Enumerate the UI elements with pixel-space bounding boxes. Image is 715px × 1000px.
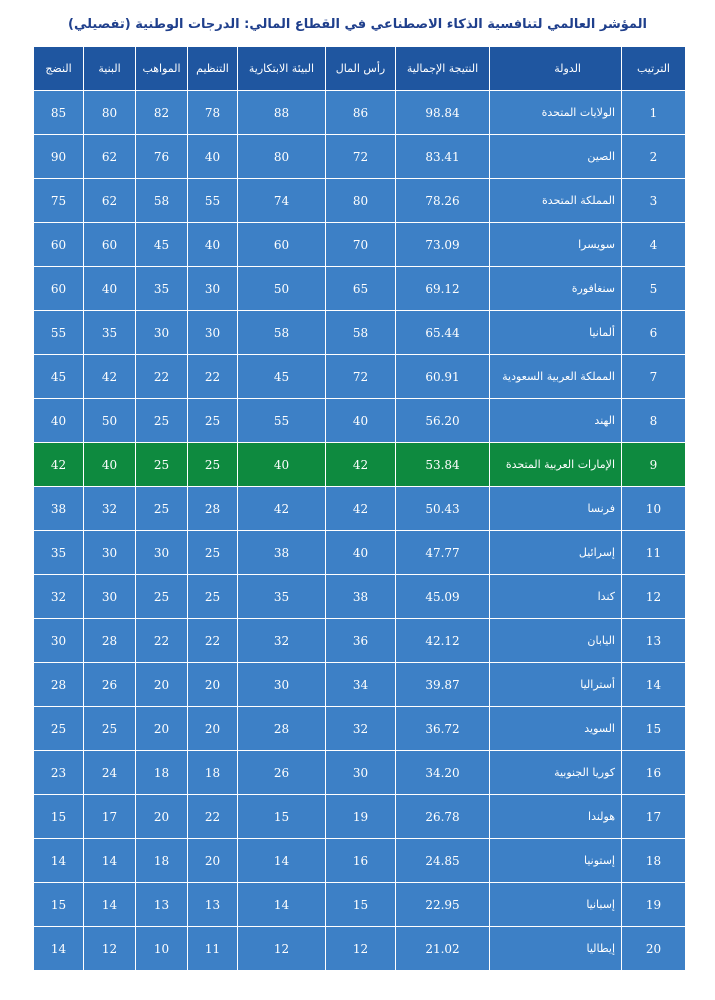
header-innovation: البيئة الابتكارية <box>238 47 326 91</box>
header-talent: المواهب <box>136 47 188 91</box>
cell-capital: 36 <box>326 619 396 663</box>
cell-regulation: 30 <box>188 311 238 355</box>
cell-rank: 18 <box>622 839 686 883</box>
cell-maturity: 60 <box>34 223 84 267</box>
cell-capital: 58 <box>326 311 396 355</box>
cell-rank: 13 <box>622 619 686 663</box>
cell-regulation: 25 <box>188 443 238 487</box>
cell-infrastructure: 26 <box>84 663 136 707</box>
header-maturity: النضج <box>34 47 84 91</box>
cell-talent: 22 <box>136 355 188 399</box>
table-row <box>34 91 686 135</box>
cell-rank: 19 <box>622 883 686 927</box>
cell-talent: 25 <box>136 575 188 619</box>
cell-rank: 2 <box>622 135 686 179</box>
cell-rank: 16 <box>622 751 686 795</box>
cell-talent: 82 <box>136 91 188 135</box>
cell-innovation: 58 <box>238 311 326 355</box>
cell-capital: 65 <box>326 267 396 311</box>
cell-rank: 14 <box>622 663 686 707</box>
cell-maturity: 42 <box>34 443 84 487</box>
cell-regulation: 11 <box>188 927 238 971</box>
table-row <box>34 575 686 619</box>
cell-innovation: 40 <box>238 443 326 487</box>
cell-innovation: 14 <box>238 883 326 927</box>
cell-capital: 19 <box>326 795 396 839</box>
cell-infrastructure: 25 <box>84 707 136 751</box>
cell-infrastructure: 32 <box>84 487 136 531</box>
cell-country: السويد <box>490 707 622 751</box>
cell-talent: 20 <box>136 663 188 707</box>
cell-innovation: 30 <box>238 663 326 707</box>
cell-talent: 25 <box>136 487 188 531</box>
cell-rank: 20 <box>622 927 686 971</box>
cell-regulation: 28 <box>188 487 238 531</box>
cell-country: اليابان <box>490 619 622 663</box>
table-row <box>34 531 686 575</box>
cell-infrastructure: 12 <box>84 927 136 971</box>
cell-total: 45.09 <box>396 575 490 619</box>
cell-innovation: 42 <box>238 487 326 531</box>
cell-maturity: 40 <box>34 399 84 443</box>
cell-rank: 1 <box>622 91 686 135</box>
cell-talent: 10 <box>136 927 188 971</box>
cell-rank: 6 <box>622 311 686 355</box>
cell-infrastructure: 14 <box>84 883 136 927</box>
header-rank: الترتيب <box>622 47 686 91</box>
cell-infrastructure: 28 <box>84 619 136 663</box>
cell-rank: 10 <box>622 487 686 531</box>
cell-innovation: 55 <box>238 399 326 443</box>
cell-maturity: 15 <box>34 883 84 927</box>
cell-capital: 72 <box>326 355 396 399</box>
cell-maturity: 30 <box>34 619 84 663</box>
cell-regulation: 78 <box>188 91 238 135</box>
cell-maturity: 14 <box>34 839 84 883</box>
header-total: النتيجة الإجمالية <box>396 47 490 91</box>
cell-talent: 13 <box>136 883 188 927</box>
cell-country: أستراليا <box>490 663 622 707</box>
cell-maturity: 32 <box>34 575 84 619</box>
cell-total: 26.78 <box>396 795 490 839</box>
cell-talent: 20 <box>136 707 188 751</box>
cell-capital: 30 <box>326 751 396 795</box>
cell-maturity: 45 <box>34 355 84 399</box>
cell-country: إسرائيل <box>490 531 622 575</box>
cell-total: 42.12 <box>396 619 490 663</box>
table-row <box>34 839 686 883</box>
table-header-row <box>34 47 686 91</box>
cell-regulation: 25 <box>188 575 238 619</box>
cell-maturity: 38 <box>34 487 84 531</box>
cell-maturity: 85 <box>34 91 84 135</box>
cell-total: 47.77 <box>396 531 490 575</box>
cell-country: المملكة العربية السعودية <box>490 355 622 399</box>
cell-country: الإمارات العربية المتحدة <box>490 443 622 487</box>
cell-regulation: 22 <box>188 355 238 399</box>
cell-regulation: 18 <box>188 751 238 795</box>
cell-rank: 7 <box>622 355 686 399</box>
cell-total: 69.12 <box>396 267 490 311</box>
cell-regulation: 40 <box>188 223 238 267</box>
cell-total: 22.95 <box>396 883 490 927</box>
cell-total: 83.41 <box>396 135 490 179</box>
cell-infrastructure: 14 <box>84 839 136 883</box>
header-regulation: التنظيم <box>188 47 238 91</box>
cell-innovation: 12 <box>238 927 326 971</box>
cell-infrastructure: 62 <box>84 179 136 223</box>
cell-maturity: 60 <box>34 267 84 311</box>
cell-total: 21.02 <box>396 927 490 971</box>
cell-rank: 9 <box>622 443 686 487</box>
cell-maturity: 35 <box>34 531 84 575</box>
table-row <box>34 399 686 443</box>
cell-total: 65.44 <box>396 311 490 355</box>
cell-country: كوريا الجنوبية <box>490 751 622 795</box>
table-row <box>34 927 686 971</box>
table-row <box>34 487 686 531</box>
cell-regulation: 20 <box>188 707 238 751</box>
cell-capital: 38 <box>326 575 396 619</box>
cell-innovation: 14 <box>238 839 326 883</box>
cell-infrastructure: 17 <box>84 795 136 839</box>
cell-capital: 70 <box>326 223 396 267</box>
cell-talent: 58 <box>136 179 188 223</box>
table-row <box>34 751 686 795</box>
cell-capital: 32 <box>326 707 396 751</box>
cell-maturity: 75 <box>34 179 84 223</box>
cell-rank: 17 <box>622 795 686 839</box>
cell-innovation: 35 <box>238 575 326 619</box>
cell-capital: 40 <box>326 399 396 443</box>
cell-regulation: 25 <box>188 399 238 443</box>
cell-regulation: 22 <box>188 795 238 839</box>
cell-rank: 3 <box>622 179 686 223</box>
cell-total: 98.84 <box>396 91 490 135</box>
cell-capital: 16 <box>326 839 396 883</box>
cell-country: إسبانيا <box>490 883 622 927</box>
header-infrastructure: البنية <box>84 47 136 91</box>
cell-total: 56.20 <box>396 399 490 443</box>
cell-regulation: 30 <box>188 267 238 311</box>
cell-rank: 8 <box>622 399 686 443</box>
cell-innovation: 38 <box>238 531 326 575</box>
cell-country: هولندا <box>490 795 622 839</box>
table-body <box>34 91 686 971</box>
cell-capital: 40 <box>326 531 396 575</box>
cell-total: 50.43 <box>396 487 490 531</box>
cell-talent: 45 <box>136 223 188 267</box>
cell-regulation: 40 <box>188 135 238 179</box>
cell-maturity: 14 <box>34 927 84 971</box>
header-country: الدولة <box>490 47 622 91</box>
cell-total: 78.26 <box>396 179 490 223</box>
cell-total: 39.87 <box>396 663 490 707</box>
cell-infrastructure: 42 <box>84 355 136 399</box>
cell-infrastructure: 30 <box>84 575 136 619</box>
cell-rank: 4 <box>622 223 686 267</box>
cell-maturity: 25 <box>34 707 84 751</box>
cell-infrastructure: 60 <box>84 223 136 267</box>
cell-country: كندا <box>490 575 622 619</box>
cell-capital: 42 <box>326 487 396 531</box>
cell-total: 36.72 <box>396 707 490 751</box>
cell-innovation: 15 <box>238 795 326 839</box>
table-row <box>34 619 686 663</box>
cell-talent: 35 <box>136 267 188 311</box>
cell-country: الصين <box>490 135 622 179</box>
cell-capital: 12 <box>326 927 396 971</box>
cell-talent: 18 <box>136 751 188 795</box>
cell-maturity: 28 <box>34 663 84 707</box>
cell-country: الهند <box>490 399 622 443</box>
table-row <box>34 707 686 751</box>
cell-talent: 25 <box>136 443 188 487</box>
cell-innovation: 74 <box>238 179 326 223</box>
cell-talent: 30 <box>136 531 188 575</box>
cell-regulation: 22 <box>188 619 238 663</box>
cell-infrastructure: 50 <box>84 399 136 443</box>
cell-total: 24.85 <box>396 839 490 883</box>
cell-innovation: 32 <box>238 619 326 663</box>
cell-capital: 86 <box>326 91 396 135</box>
cell-innovation: 28 <box>238 707 326 751</box>
table-row <box>34 223 686 267</box>
cell-innovation: 60 <box>238 223 326 267</box>
table-row <box>34 883 686 927</box>
cell-total: 53.84 <box>396 443 490 487</box>
cell-infrastructure: 40 <box>84 443 136 487</box>
table-row <box>34 443 686 487</box>
table-row <box>34 311 686 355</box>
cell-country: ألمانيا <box>490 311 622 355</box>
cell-capital: 72 <box>326 135 396 179</box>
cell-regulation: 13 <box>188 883 238 927</box>
cell-innovation: 50 <box>238 267 326 311</box>
cell-country: سنغافورة <box>490 267 622 311</box>
cell-innovation: 88 <box>238 91 326 135</box>
cell-rank: 5 <box>622 267 686 311</box>
cell-total: 73.09 <box>396 223 490 267</box>
cell-innovation: 45 <box>238 355 326 399</box>
cell-infrastructure: 62 <box>84 135 136 179</box>
cell-rank: 11 <box>622 531 686 575</box>
page-title: المؤشر العالمي لتنافسية الذكاء الاصطناعي في القطاع المالي: الدرجات الوطنية (تفصيلي) <box>68 17 647 32</box>
cell-maturity: 55 <box>34 311 84 355</box>
cell-country: إيطاليا <box>490 927 622 971</box>
cell-rank: 15 <box>622 707 686 751</box>
cell-regulation: 20 <box>188 839 238 883</box>
header-capital: رأس المال <box>326 47 396 91</box>
cell-talent: 25 <box>136 399 188 443</box>
cell-total: 60.91 <box>396 355 490 399</box>
cell-innovation: 80 <box>238 135 326 179</box>
cell-regulation: 25 <box>188 531 238 575</box>
table-row <box>34 179 686 223</box>
table-row <box>34 795 686 839</box>
cell-country: فرنسا <box>490 487 622 531</box>
cell-country: الولايات المتحدة <box>490 91 622 135</box>
cell-talent: 76 <box>136 135 188 179</box>
cell-capital: 15 <box>326 883 396 927</box>
cell-maturity: 90 <box>34 135 84 179</box>
cell-infrastructure: 24 <box>84 751 136 795</box>
cell-talent: 22 <box>136 619 188 663</box>
cell-infrastructure: 35 <box>84 311 136 355</box>
table-row <box>34 663 686 707</box>
cell-capital: 80 <box>326 179 396 223</box>
cell-infrastructure: 80 <box>84 91 136 135</box>
cell-total: 34.20 <box>396 751 490 795</box>
cell-talent: 30 <box>136 311 188 355</box>
ranking-table <box>33 46 686 971</box>
table-row <box>34 355 686 399</box>
cell-regulation: 55 <box>188 179 238 223</box>
cell-capital: 34 <box>326 663 396 707</box>
cell-capital: 42 <box>326 443 396 487</box>
cell-maturity: 15 <box>34 795 84 839</box>
table-row <box>34 267 686 311</box>
cell-country: إستونيا <box>490 839 622 883</box>
cell-talent: 20 <box>136 795 188 839</box>
cell-country: سويسرا <box>490 223 622 267</box>
cell-innovation: 26 <box>238 751 326 795</box>
cell-maturity: 23 <box>34 751 84 795</box>
cell-infrastructure: 30 <box>84 531 136 575</box>
cell-country: المملكة المتحدة <box>490 179 622 223</box>
table-row <box>34 135 686 179</box>
cell-rank: 12 <box>622 575 686 619</box>
cell-talent: 18 <box>136 839 188 883</box>
cell-regulation: 20 <box>188 663 238 707</box>
cell-infrastructure: 40 <box>84 267 136 311</box>
